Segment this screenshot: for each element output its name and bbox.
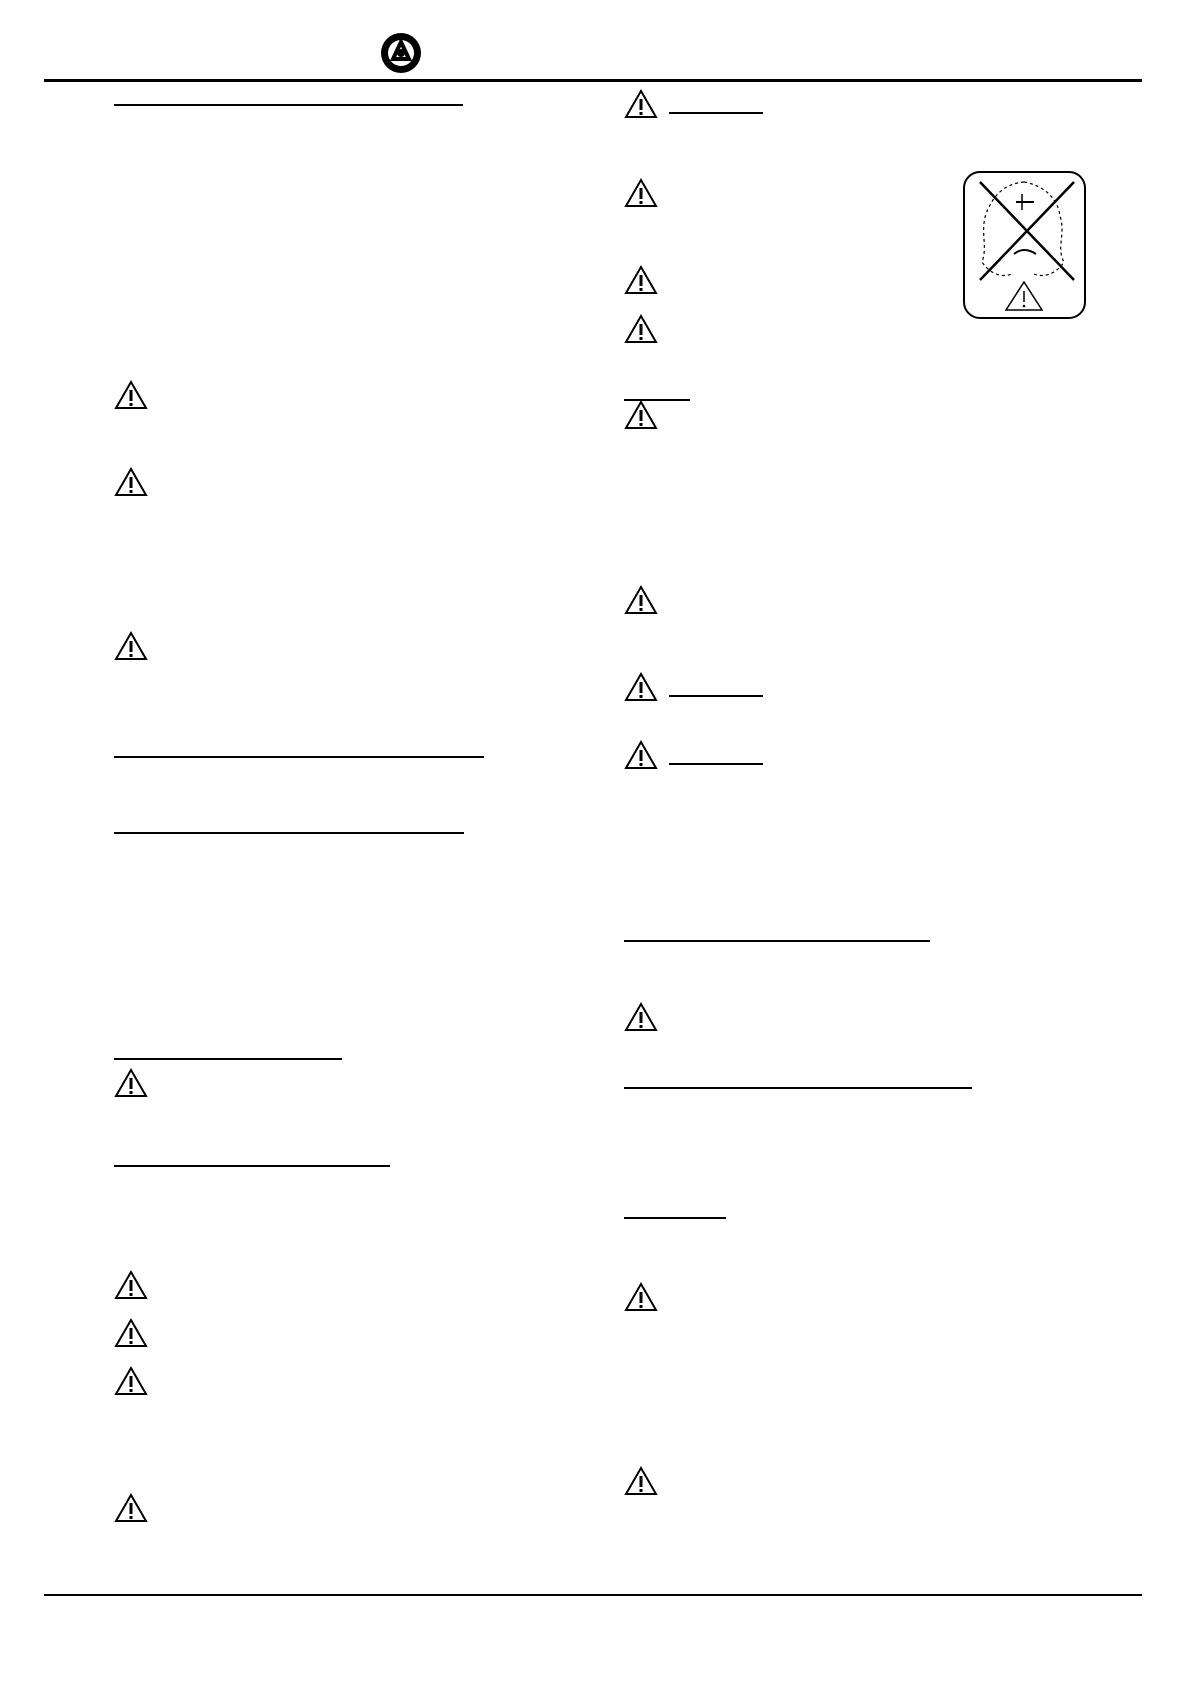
- company-logo-icon: [380, 32, 422, 74]
- heading-underline: [669, 763, 763, 765]
- heading-underline: [114, 1165, 390, 1167]
- heading-underline: [624, 1087, 972, 1089]
- warning-triangle-icon: [624, 400, 658, 430]
- warning-triangle-icon: [114, 631, 148, 661]
- warning-triangle-icon: [624, 265, 658, 295]
- footer-rule: [44, 1594, 1142, 1596]
- warning-triangle-icon: [624, 178, 658, 208]
- heading-underline: [114, 1058, 342, 1060]
- prohibited-hose-figure-icon: [962, 170, 1087, 320]
- heading-underline: [669, 695, 763, 697]
- warning-triangle-icon: [114, 1493, 148, 1523]
- warning-triangle-icon: [624, 1002, 658, 1032]
- warning-triangle-icon: [624, 740, 658, 770]
- heading-underline: [114, 832, 464, 834]
- warning-triangle-icon: [114, 380, 148, 410]
- heading-underline: [114, 756, 484, 758]
- heading-underline: [669, 112, 763, 114]
- warning-triangle-icon: [114, 1068, 148, 1098]
- warning-triangle-icon: [624, 1466, 658, 1496]
- header-rule: [44, 79, 1142, 82]
- warning-triangle-icon: [624, 314, 658, 344]
- warning-triangle-icon: [624, 1282, 658, 1312]
- heading-underline: [624, 940, 930, 942]
- warning-triangle-icon: [114, 467, 148, 497]
- heading-underline: [114, 104, 463, 106]
- warning-triangle-icon: [114, 1270, 148, 1300]
- warning-triangle-icon: [624, 585, 658, 615]
- warning-triangle-icon: [624, 672, 658, 702]
- heading-underline: [624, 1217, 726, 1219]
- warning-triangle-icon: [114, 1366, 148, 1396]
- warning-triangle-icon: [114, 1318, 148, 1348]
- warning-triangle-icon: [624, 89, 658, 119]
